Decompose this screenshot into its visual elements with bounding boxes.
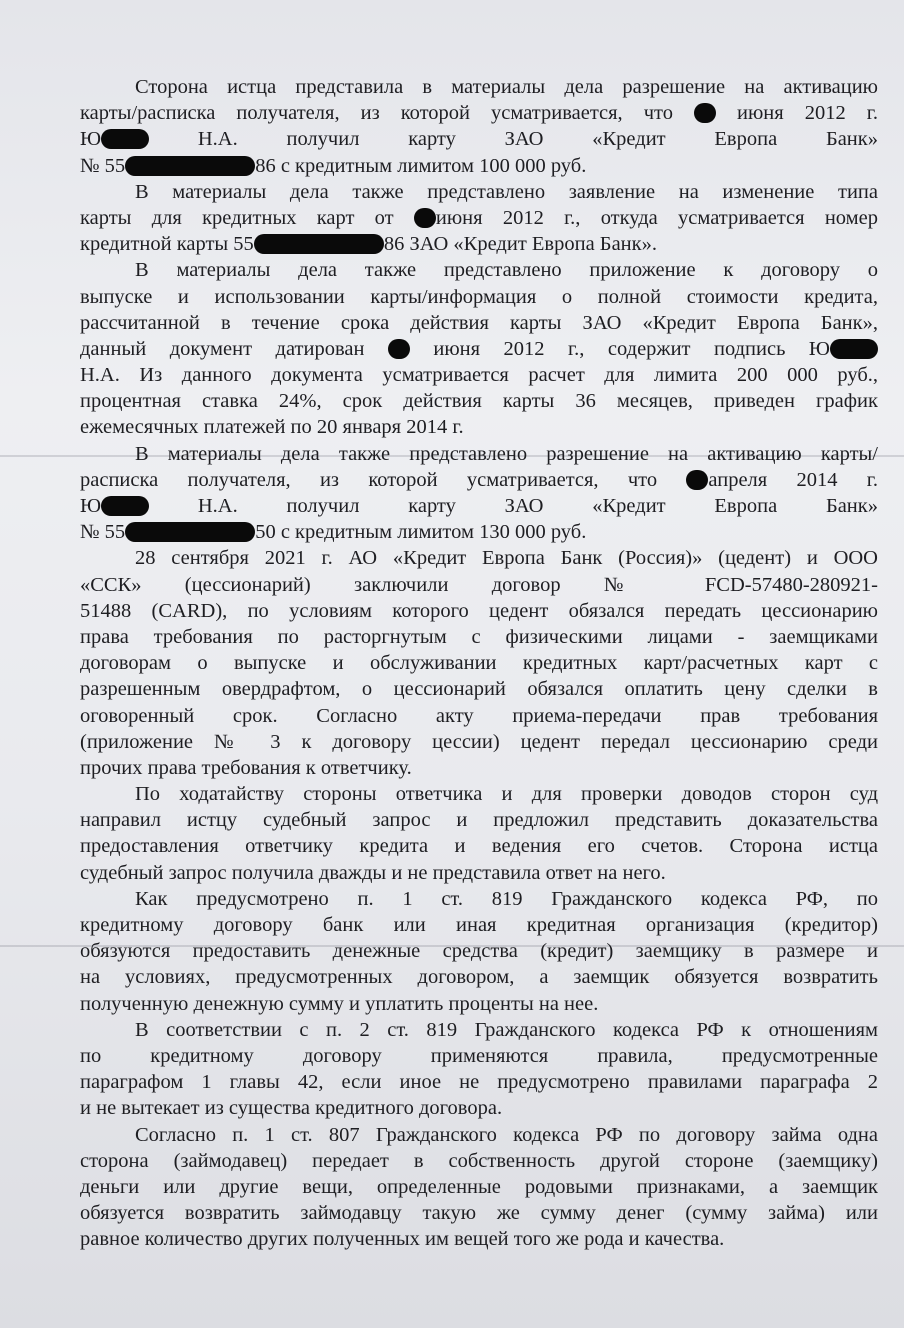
text-line — [80, 74, 878, 100]
text-line — [80, 1226, 878, 1252]
text-line — [80, 938, 878, 964]
text-line — [80, 755, 878, 781]
text-segment: В соответствии с п. 2 ст. 819 Гражданского кодекса РФ к отношениям — [135, 1018, 878, 1041]
redaction-mark — [414, 208, 436, 228]
text-segment: предоставления ответчику кредита и ведения его счетов. Сторона истца — [80, 835, 878, 858]
text-line — [80, 231, 878, 257]
text-segment: оговоренный срок. Согласно акту приема-передачи прав требования — [80, 704, 878, 727]
text-line — [80, 703, 878, 729]
redaction-mark — [125, 156, 255, 176]
text-line — [80, 676, 878, 702]
text-segment: и не вытекает из существа кредитного договора. — [80, 1097, 503, 1120]
text-line — [80, 1148, 878, 1174]
text-line — [80, 729, 878, 755]
text-segment: выпуске и использовании карты/информация о полной стоимости кредита, — [80, 285, 878, 308]
text-line — [80, 807, 878, 833]
redaction-mark — [101, 129, 149, 149]
text-segment: июня 2012 г. — [715, 102, 878, 125]
text-segment: прочих права требования к ответчику. — [80, 756, 412, 779]
text-segment: июня 2012 г., откуда усматривается номер — [435, 206, 878, 229]
text-segment: В материалы дела также представлено заявление на изменение типа — [135, 180, 878, 203]
text-line — [80, 1043, 878, 1069]
text-segment: кредитной карты 55 — [80, 233, 254, 256]
text-line — [80, 441, 878, 467]
text-segment: на условиях, предусмотренных договором, а заемщик обязуется возвратить — [80, 966, 878, 989]
text-line — [80, 362, 878, 388]
text-segment: По ходатайству стороны ответчика и для проверки доводов сторон суд — [135, 783, 878, 806]
text-segment: карты для кредитных карт от — [80, 206, 414, 229]
text-segment: 28 сентября 2021 г. АО «Кредит Европа Банк (Россия)» (цедент) и ООО — [135, 547, 878, 570]
text-segment: Как предусмотрено п. 1 ст. 819 Гражданского кодекса РФ, по — [135, 887, 878, 910]
redaction-mark — [686, 470, 708, 490]
text-segment: «ССК» (цессионарий) заключили договор № FCD-57480-280921- — [80, 573, 878, 596]
text-segment: обязуется возвратить займодавцу такую же сумму денег (сумму займа) или — [80, 1202, 878, 1225]
redaction-mark — [101, 496, 149, 516]
text-line — [80, 100, 878, 126]
text-segment: расписка получателя, из которой усматривается, что — [80, 468, 687, 491]
text-line — [80, 179, 878, 205]
text-segment: договорам о выпуске и обслуживании кредитных карт/расчетных карт с — [80, 652, 878, 675]
text-segment: 51488 (CARD), по условиям которого цедент обязался передать цессионарию — [80, 599, 878, 622]
text-segment: В материалы дела также представлено приложение к договору о — [135, 259, 878, 282]
text-line — [80, 624, 878, 650]
text-segment: разрешенным овердрафтом, о цессионарий обязался оплатить цену сделки в — [80, 678, 878, 701]
text-line — [80, 1095, 878, 1121]
text-line — [80, 1069, 878, 1095]
text-segment: сторона (займодавец) передает в собственность другой стороне (заемщику) — [80, 1149, 878, 1172]
text-segment: № 55 — [80, 521, 126, 544]
document-page — [80, 74, 878, 1252]
text-line — [80, 1200, 878, 1226]
text-segment: кредитному договору банк или иная кредитная организация (кредитор) — [80, 914, 878, 936]
text-segment: апреля 2014 г. — [708, 468, 878, 491]
text-line — [80, 781, 878, 807]
text-segment: параграфом 1 главы 42, если иное не предусмотрено правилами параграфа 2 — [80, 1071, 878, 1094]
text-line — [80, 650, 878, 676]
text-segment: Н.А. Из данного документа усматривается расчет для лимита 200 000 руб., — [80, 364, 878, 387]
text-segment: карты/расписка получателя, из которой усматривается, что — [80, 102, 694, 125]
text-line — [80, 519, 878, 545]
text-line — [80, 493, 878, 519]
text-line — [80, 205, 878, 231]
redaction-mark — [125, 522, 255, 542]
text-line — [80, 1017, 878, 1043]
text-line — [80, 284, 878, 310]
text-segment: по кредитному договору применяются правила, предусмотренные — [80, 1044, 878, 1067]
text-line — [80, 572, 878, 598]
text-segment: направил истцу судебный запрос и предложил представить доказательства — [80, 809, 878, 832]
text-segment: полученную денежную сумму и уплатить проценты на нее. — [80, 992, 599, 1015]
text-segment: равное количество других полученных им вещей того же рода и качества. — [80, 1228, 725, 1251]
text-segment: Ю — [80, 495, 102, 517]
text-segment: Н.А. получил карту ЗАО «Кредит Европа Банк» — [149, 128, 878, 151]
text-segment: № 55 — [80, 154, 126, 177]
text-segment: деньги или другие вещи, определенные родовыми признаками, а заемщик — [80, 1175, 878, 1198]
redaction-mark — [830, 339, 878, 359]
text-line — [80, 414, 878, 440]
text-line — [80, 467, 878, 493]
text-segment: данный документ датирован — [80, 337, 388, 360]
text-segment: обязуются предоставить денежные средства (кредит) заемщику в размере и — [80, 940, 878, 963]
text-segment: рассчитанной в течение срока действия карты ЗАО «Кредит Европа Банк», — [80, 311, 878, 334]
text-segment: 86 ЗАО «Кредит Европа Банк». — [383, 233, 657, 256]
text-segment: 50 с кредитным лимитом 130 000 руб. — [255, 521, 587, 544]
text-segment: В материалы дела также представлено разрешение на активацию карты/ — [135, 442, 878, 465]
redaction-mark — [388, 339, 410, 359]
text-segment: судебный запрос получила дважды и не представила ответ на него. — [80, 861, 666, 884]
text-segment: права требования по расторгнутым с физическими лицами - заемщиками — [80, 625, 878, 648]
text-segment: Ю — [80, 128, 102, 151]
text-line — [80, 833, 878, 859]
text-line — [80, 991, 878, 1017]
text-line — [80, 598, 878, 624]
text-segment: 86 с кредитным лимитом 100 000 руб. — [255, 154, 587, 177]
text-line — [80, 545, 878, 571]
text-segment: Согласно п. 1 ст. 807 Гражданского кодекса РФ по договору займа одна — [135, 1123, 878, 1146]
text-line — [80, 964, 878, 990]
text-segment: Н.А. получил карту ЗАО «Кредит Европа Банк» — [149, 495, 878, 517]
redaction-mark — [254, 234, 384, 254]
text-line — [80, 912, 878, 938]
text-segment: процентная ставка 24%, срок действия карты 36 месяцев, приведен график — [80, 390, 878, 413]
text-line — [80, 126, 878, 152]
text-line — [80, 860, 878, 886]
text-line — [80, 336, 878, 362]
redaction-mark — [694, 103, 716, 123]
text-line — [80, 153, 878, 179]
text-segment: июня 2012 г., содержит подпись Ю — [409, 337, 830, 360]
text-line — [80, 257, 878, 283]
text-line — [80, 886, 878, 912]
text-segment: ежемесячных платежей по 20 января 2014 г. — [80, 416, 464, 439]
text-line — [80, 1174, 878, 1200]
text-segment: Сторона истца представила в материалы дела разрешение на активацию — [135, 76, 878, 98]
text-line — [80, 310, 878, 336]
text-segment: (приложение № 3 к договору цессии) цедент передал цессионарию среди — [80, 730, 878, 753]
text-line — [80, 388, 878, 414]
text-line — [80, 1122, 878, 1148]
